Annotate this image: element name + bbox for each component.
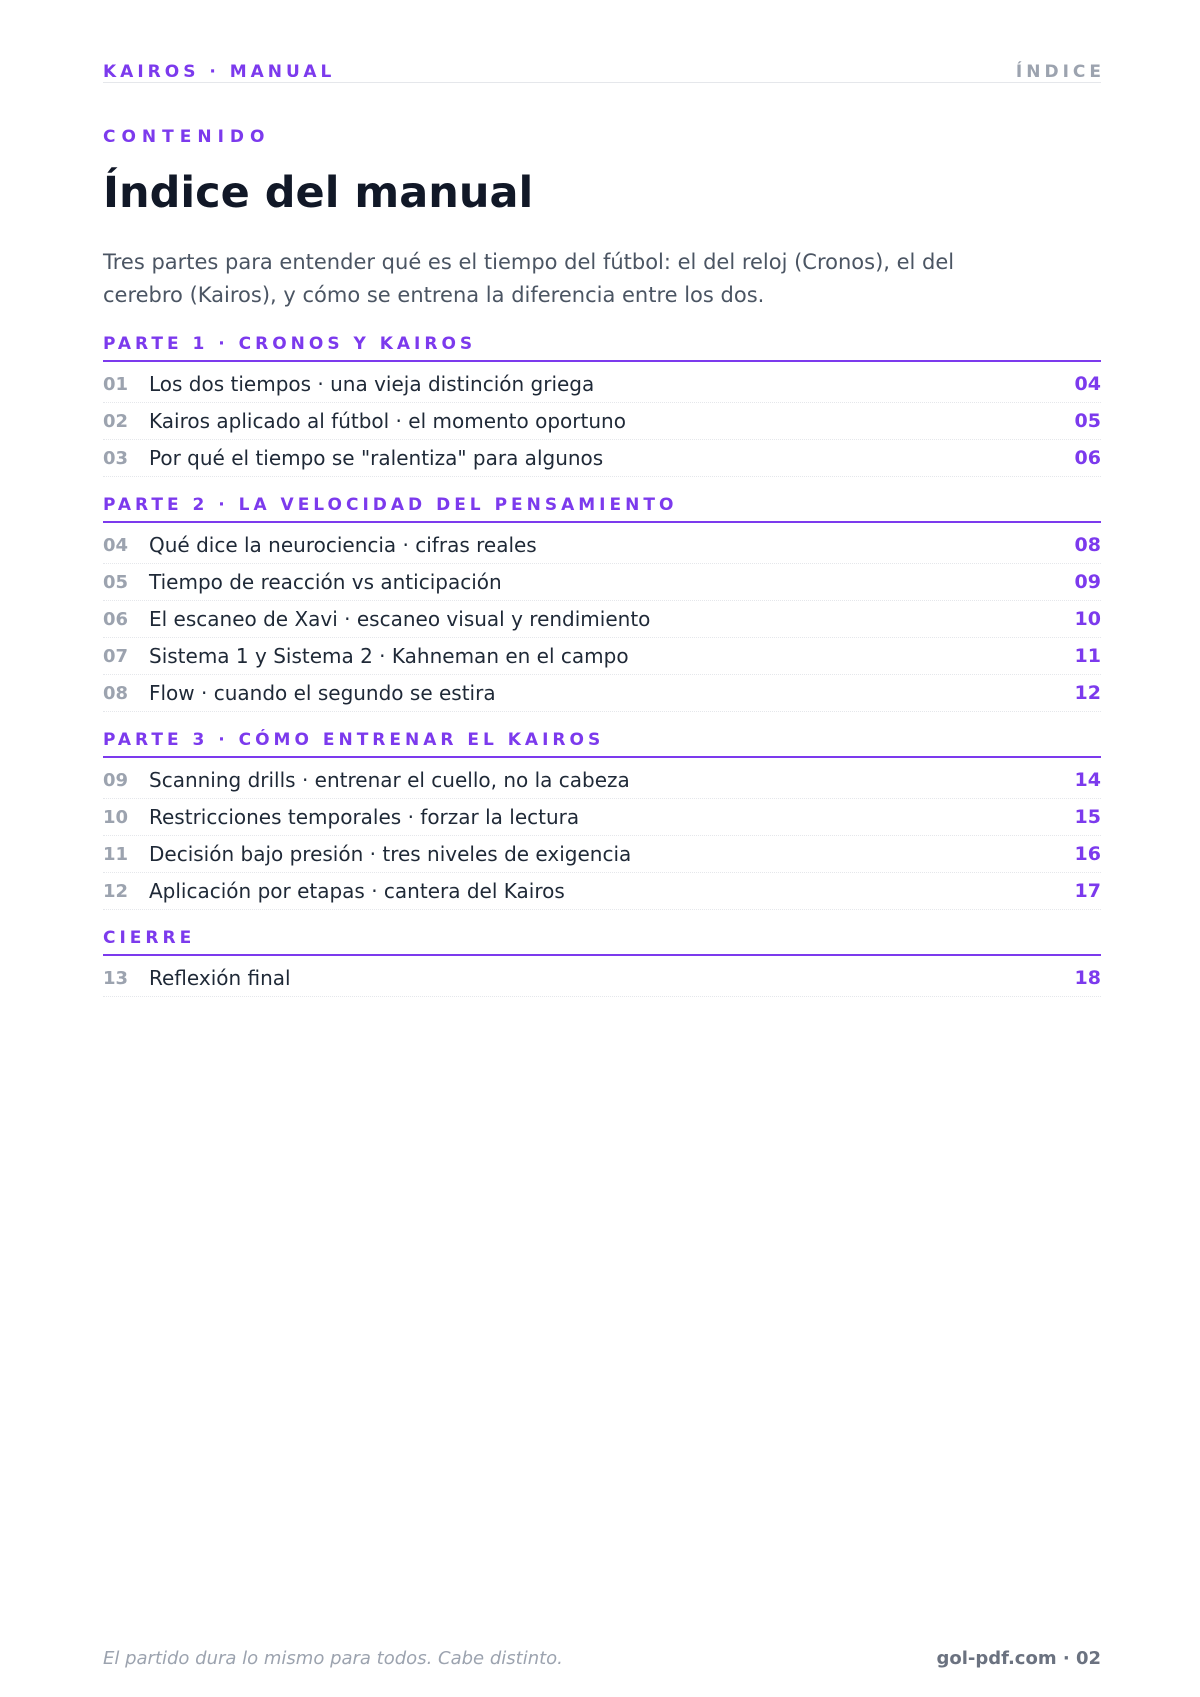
entry-page: 12 bbox=[1074, 682, 1101, 704]
entry-title: Restricciones temporales · forzar la lectura bbox=[149, 805, 580, 829]
entry-title: Tiempo de reacción vs anticipación bbox=[149, 570, 502, 594]
toc-entry[interactable] bbox=[103, 873, 1101, 910]
entry-page: 09 bbox=[1074, 571, 1101, 593]
toc-entry[interactable] bbox=[103, 601, 1101, 638]
section-heading: PARTE 2 · LA VELOCIDAD DEL PENSAMIENTO bbox=[103, 495, 1101, 523]
toc-entry[interactable] bbox=[103, 638, 1101, 675]
entry-title: Flow · cuando el segundo se estira bbox=[149, 681, 496, 705]
entry-page: 10 bbox=[1074, 608, 1101, 630]
eyebrow-label: CONTENIDO bbox=[103, 127, 271, 147]
entry-title: Los dos tiempos · una vieja distinción griega bbox=[149, 372, 595, 396]
entry-number: 13 bbox=[103, 967, 129, 989]
toc-entry[interactable] bbox=[103, 960, 1101, 997]
header-brand: KAIROS · MANUAL bbox=[103, 62, 336, 82]
entry-title: Decisión bajo presión · tres niveles de exigencia bbox=[149, 842, 632, 866]
entry-number: 12 bbox=[103, 880, 129, 902]
toc-section-part-2 bbox=[103, 495, 1101, 712]
toc-entry[interactable] bbox=[103, 527, 1101, 564]
entry-number: 05 bbox=[103, 571, 129, 593]
entry-number: 09 bbox=[103, 769, 129, 791]
entry-page: 06 bbox=[1074, 447, 1101, 469]
toc-entry[interactable] bbox=[103, 762, 1101, 799]
entry-title: Qué dice la neurociencia · cifras reales bbox=[149, 533, 537, 557]
entry-title: Sistema 1 y Sistema 2 · Kahneman en el campo bbox=[149, 644, 629, 668]
entry-number: 03 bbox=[103, 447, 129, 469]
entry-number: 11 bbox=[103, 843, 129, 865]
entry-number: 01 bbox=[103, 373, 129, 395]
entry-number: 06 bbox=[103, 608, 129, 630]
entry-number: 04 bbox=[103, 534, 129, 556]
entry-title: Scanning drills · entrenar el cuello, no la cabeza bbox=[149, 768, 630, 792]
toc-entry[interactable] bbox=[103, 799, 1101, 836]
toc-section-part-1 bbox=[103, 334, 1101, 477]
section-heading: PARTE 3 · CÓMO ENTRENAR EL KAIROS bbox=[103, 730, 1101, 758]
entry-number: 08 bbox=[103, 682, 129, 704]
page-title: Índice del manual bbox=[103, 168, 534, 218]
entry-title: Reflexión final bbox=[149, 966, 291, 990]
entry-page: 08 bbox=[1074, 534, 1101, 556]
page-footer bbox=[103, 1648, 1101, 1669]
intro-paragraph: Tres partes para entender qué es el tiempo del fútbol: el del reloj (Cronos), el del cerebro (Kairos), y cómo se entrena la diferencia entre los dos. bbox=[103, 250, 955, 307]
entry-page: 11 bbox=[1074, 645, 1101, 667]
toc-entry[interactable] bbox=[103, 564, 1101, 601]
entry-number: 07 bbox=[103, 645, 129, 667]
toc-entry[interactable] bbox=[103, 675, 1101, 712]
entry-title: Kairos aplicado al fútbol · el momento oportuno bbox=[149, 409, 626, 433]
entry-title: El escaneo de Xavi · escaneo visual y rendimiento bbox=[149, 607, 651, 631]
toc-section-closing bbox=[103, 928, 1101, 997]
footer-site-page: gol-pdf.com · 02 bbox=[936, 1648, 1101, 1669]
running-header bbox=[103, 62, 1105, 83]
table-of-contents bbox=[103, 334, 1101, 997]
document-page bbox=[103, 0, 1105, 1697]
entry-title: Aplicación por etapas · cantera del Kairos bbox=[149, 879, 565, 903]
section-heading: CIERRE bbox=[103, 928, 1101, 956]
entry-page: 05 bbox=[1074, 410, 1101, 432]
entry-number: 10 bbox=[103, 806, 129, 828]
toc-entry[interactable] bbox=[103, 403, 1101, 440]
entry-page: 17 bbox=[1074, 880, 1101, 902]
entry-page: 16 bbox=[1074, 843, 1101, 865]
toc-entry[interactable] bbox=[103, 440, 1101, 477]
toc-entry[interactable] bbox=[103, 836, 1101, 873]
entry-page: 14 bbox=[1074, 769, 1101, 791]
footer-quote: El partido dura lo mismo para todos. Cabe distinto. bbox=[103, 1648, 563, 1669]
entry-page: 15 bbox=[1074, 806, 1101, 828]
entry-page: 04 bbox=[1074, 373, 1101, 395]
toc-entry[interactable] bbox=[103, 366, 1101, 403]
section-heading: PARTE 1 · CRONOS Y KAIROS bbox=[103, 334, 1101, 362]
entry-page: 18 bbox=[1074, 967, 1101, 989]
toc-section-part-3 bbox=[103, 730, 1101, 910]
header-section-label: ÍNDICE bbox=[1015, 62, 1105, 82]
entry-title: Por qué el tiempo se "ralentiza" para algunos bbox=[149, 446, 604, 470]
entry-number: 02 bbox=[103, 410, 129, 432]
